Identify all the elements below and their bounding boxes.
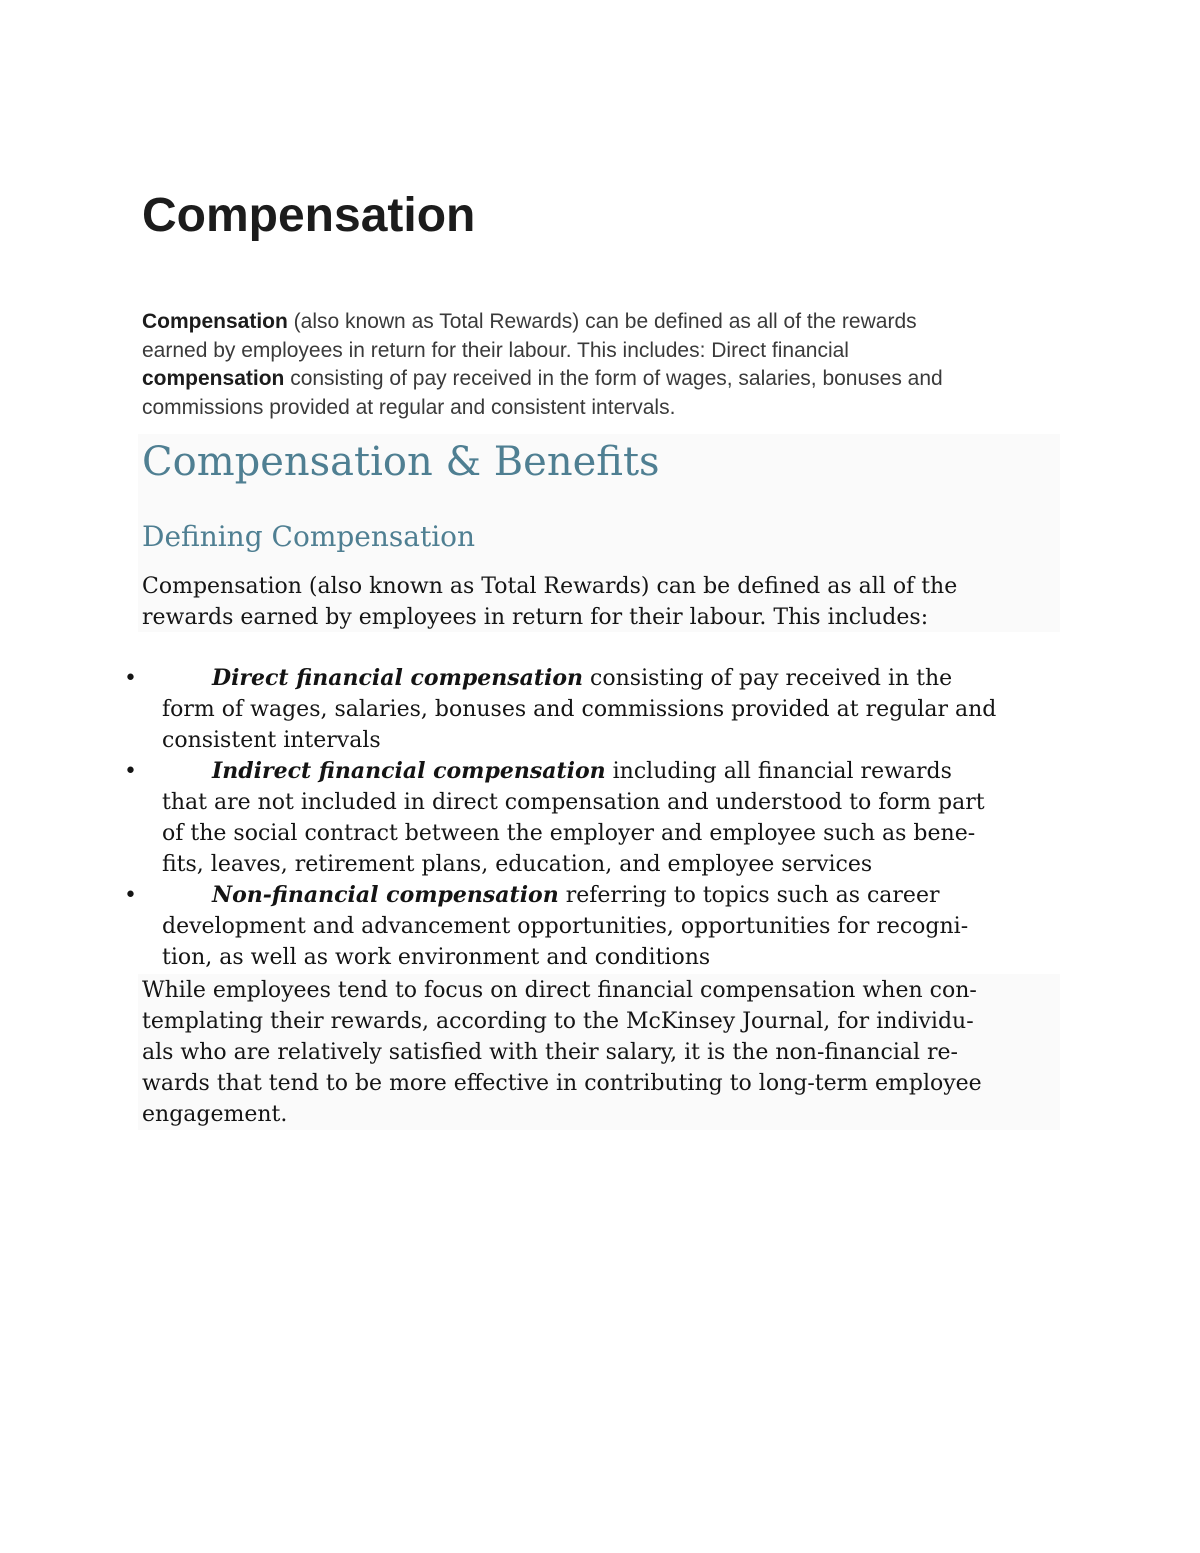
page-title: Compensation bbox=[142, 189, 476, 242]
list-item-text: including all financial rewards bbox=[605, 759, 952, 784]
list-item-term: Non-financial compensation bbox=[212, 882, 559, 908]
list-item-line bbox=[162, 663, 996, 694]
list-item-text: consisting of pay received in the bbox=[583, 666, 953, 691]
intro-text: consisting of pay received in the form of wages, salaries, bonuses and bbox=[284, 367, 943, 390]
bullet-icon: • bbox=[124, 759, 137, 784]
list-item bbox=[124, 756, 996, 880]
bullet-icon: • bbox=[124, 666, 137, 691]
subsection-heading: Defining Compensation bbox=[142, 520, 476, 553]
intro-bold-term: compensation bbox=[142, 367, 285, 390]
closing-line: als who are relatively satisfied with their salary, it is the non-financial re- bbox=[142, 1040, 958, 1065]
intro-line: commissions provided at regular and consistent intervals. bbox=[142, 395, 676, 419]
section-heading: Compensation & Benefits bbox=[142, 439, 660, 485]
list-item-term: Direct financial compensation bbox=[212, 665, 584, 691]
definition-paragraph bbox=[142, 571, 957, 633]
closing-line: engagement. bbox=[142, 1102, 288, 1127]
list-item-line bbox=[162, 756, 996, 787]
list-item-line bbox=[162, 880, 996, 911]
list-item-text: referring to topics such as career bbox=[558, 883, 940, 908]
list-item-line: of the social contract between the employer and employee such as bene- bbox=[162, 821, 976, 846]
closing-line: While employees tend to focus on direct financial compensation when con- bbox=[142, 978, 977, 1003]
intro-paragraph bbox=[142, 308, 1062, 422]
definition-line: rewards earned by employees in return for their labour. This includes: bbox=[142, 605, 929, 630]
intro-line: earned by employees in return for their labour. This includes: Direct financial bbox=[142, 338, 849, 362]
intro-line bbox=[142, 365, 1062, 394]
list-item-line: that are not included in direct compensation and understood to form part bbox=[162, 790, 985, 815]
list-item-line: form of wages, salaries, bonuses and commissions provided at regular and bbox=[162, 697, 997, 722]
compensation-types-list bbox=[124, 663, 996, 973]
closing-line: templating their rewards, according to the McKinsey Journal, for individu- bbox=[142, 1009, 974, 1034]
list-item-line: development and advancement opportunities, opportunities for recogni- bbox=[162, 914, 969, 939]
list-item-line: fits, leaves, retirement plans, education, and employee services bbox=[162, 852, 873, 877]
bullet-icon: • bbox=[124, 883, 137, 908]
definition-line: Compensation (also known as Total Rewards) can be defined as all of the bbox=[142, 574, 958, 599]
intro-text: (also known as Total Rewards) can be defined as all of the rewards bbox=[287, 310, 917, 333]
intro-bold-term: Compensation bbox=[142, 310, 288, 333]
list-item-line: tion, as well as work environment and conditions bbox=[162, 945, 711, 970]
list-item-line: consistent intervals bbox=[162, 728, 381, 753]
closing-line: wards that tend to be more effective in contributing to long-term employee bbox=[142, 1071, 982, 1096]
list-item bbox=[124, 880, 996, 973]
closing-paragraph bbox=[142, 975, 982, 1130]
intro-line bbox=[142, 308, 1062, 337]
list-item-term: Indirect financial compensation bbox=[212, 758, 606, 784]
list-item bbox=[124, 663, 996, 756]
